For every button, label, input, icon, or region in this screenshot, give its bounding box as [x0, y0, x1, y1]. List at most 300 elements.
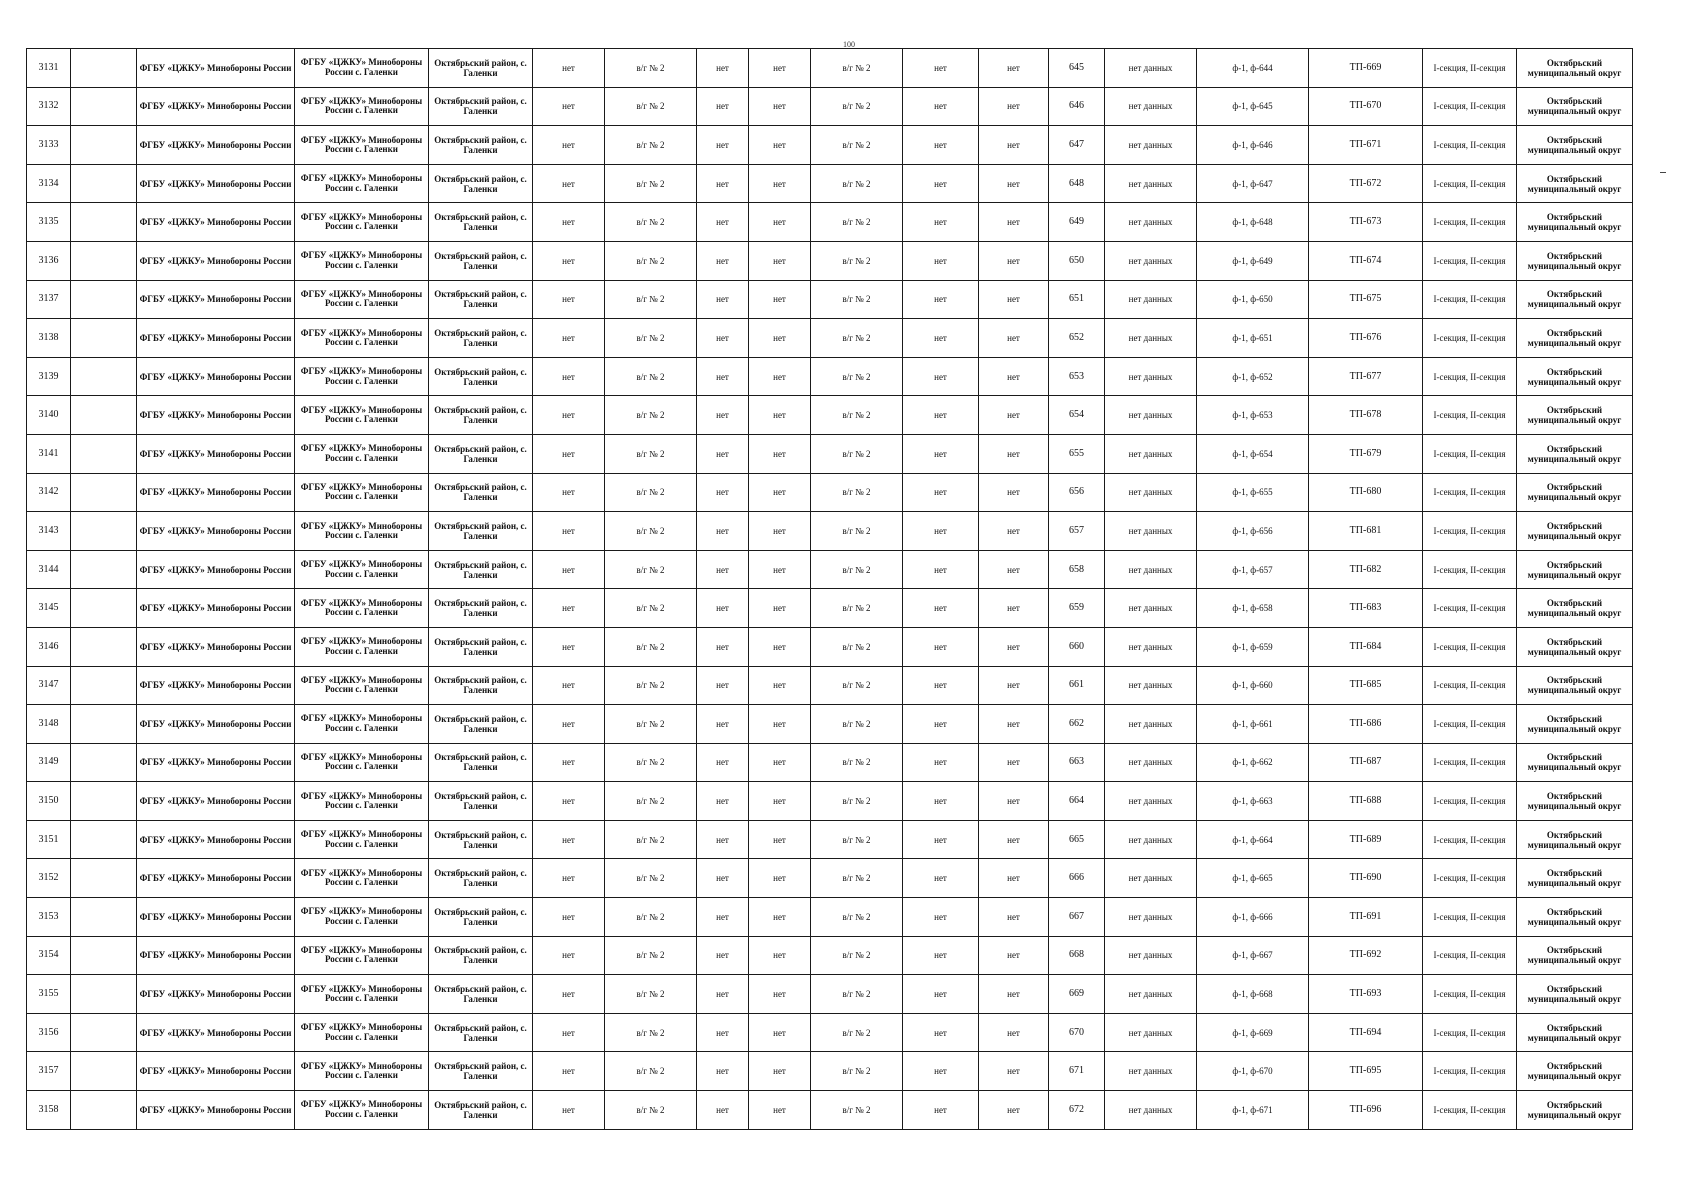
location-cell: Октябрьский район, с. Галенки — [429, 820, 533, 859]
cell-10: нет — [903, 859, 979, 898]
table-row — [27, 241, 1633, 280]
cell-10: нет — [903, 280, 979, 319]
cell-10: нет — [903, 666, 979, 705]
cell-5: нет — [533, 126, 605, 165]
row-number-cell: 3143 — [27, 512, 71, 551]
owner-cell: ФГБУ «ЦЖКУ» Минобороны России — [137, 203, 295, 242]
cell-10: нет — [903, 627, 979, 666]
cell-14: ф-1, ф-661 — [1197, 705, 1309, 744]
cell-16: I-секция, II-секция — [1423, 859, 1517, 898]
table-row — [27, 898, 1633, 937]
location-cell: Октябрьский район, с. Галенки — [429, 589, 533, 628]
cell-12: 649 — [1049, 203, 1105, 242]
cell-8: нет — [749, 550, 811, 589]
cell-5: нет — [533, 396, 605, 435]
cell-6: в/г № 2 — [605, 589, 697, 628]
row-number-cell: 3144 — [27, 550, 71, 589]
cell-16: I-секция, II-секция — [1423, 512, 1517, 551]
table-row — [27, 396, 1633, 435]
empty-cell — [71, 1052, 137, 1091]
cell-12: 653 — [1049, 357, 1105, 396]
district-cell: Октябрьский муниципальный округ — [1517, 975, 1633, 1014]
district-cell: Октябрьский муниципальный округ — [1517, 319, 1633, 358]
location-cell: Октябрьский район, с. Галенки — [429, 357, 533, 396]
owner-cell: ФГБУ «ЦЖКУ» Минобороны России — [137, 1091, 295, 1130]
row-number-cell: 3135 — [27, 203, 71, 242]
cell-14: ф-1, ф-665 — [1197, 859, 1309, 898]
cell-15: ТП-674 — [1309, 241, 1423, 280]
empty-cell — [71, 1013, 137, 1052]
cell-5: нет — [533, 203, 605, 242]
cell-10: нет — [903, 203, 979, 242]
empty-cell — [71, 627, 137, 666]
empty-cell — [71, 820, 137, 859]
district-cell: Октябрьский муниципальный округ — [1517, 589, 1633, 628]
table-row — [27, 589, 1633, 628]
cell-14: ф-1, ф-662 — [1197, 743, 1309, 782]
cell-12: 650 — [1049, 241, 1105, 280]
cell-7: нет — [697, 627, 749, 666]
cell-7: нет — [697, 164, 749, 203]
cell-6: в/г № 2 — [605, 550, 697, 589]
cell-13: нет данных — [1105, 319, 1197, 358]
cell-10: нет — [903, 550, 979, 589]
cell-11: нет — [979, 1013, 1049, 1052]
row-number-cell: 3152 — [27, 859, 71, 898]
cell-7: нет — [697, 49, 749, 88]
cell-14: ф-1, ф-671 — [1197, 1091, 1309, 1130]
cell-15: ТП-686 — [1309, 705, 1423, 744]
cell-10: нет — [903, 241, 979, 280]
cell-15: ТП-672 — [1309, 164, 1423, 203]
cell-6: в/г № 2 — [605, 473, 697, 512]
cell-9: в/г № 2 — [811, 705, 903, 744]
district-cell: Октябрьский муниципальный округ — [1517, 1052, 1633, 1091]
cell-7: нет — [697, 126, 749, 165]
cell-5: нет — [533, 550, 605, 589]
cell-15: ТП-673 — [1309, 203, 1423, 242]
holder-cell: ФГБУ «ЦЖКУ» Минобороны России с. Галенки — [295, 743, 429, 782]
cell-11: нет — [979, 666, 1049, 705]
cell-10: нет — [903, 1052, 979, 1091]
cell-5: нет — [533, 589, 605, 628]
owner-cell: ФГБУ «ЦЖКУ» Минобороны России — [137, 434, 295, 473]
cell-8: нет — [749, 126, 811, 165]
registry-table — [26, 48, 1633, 1130]
location-cell: Октябрьский район, с. Галенки — [429, 1052, 533, 1091]
cell-12: 652 — [1049, 319, 1105, 358]
cell-6: в/г № 2 — [605, 434, 697, 473]
empty-cell — [71, 1091, 137, 1130]
cell-14: ф-1, ф-647 — [1197, 164, 1309, 203]
table-row — [27, 473, 1633, 512]
cell-7: нет — [697, 396, 749, 435]
cell-6: в/г № 2 — [605, 666, 697, 705]
cell-16: I-секция, II-секция — [1423, 357, 1517, 396]
cell-5: нет — [533, 1091, 605, 1130]
cell-9: в/г № 2 — [811, 241, 903, 280]
cell-11: нет — [979, 589, 1049, 628]
cell-13: нет данных — [1105, 782, 1197, 821]
row-number-cell: 3156 — [27, 1013, 71, 1052]
cell-10: нет — [903, 164, 979, 203]
cell-9: в/г № 2 — [811, 782, 903, 821]
cell-13: нет данных — [1105, 898, 1197, 937]
cell-9: в/г № 2 — [811, 164, 903, 203]
cell-6: в/г № 2 — [605, 782, 697, 821]
location-cell: Октябрьский район, с. Галенки — [429, 782, 533, 821]
location-cell: Октябрьский район, с. Галенки — [429, 473, 533, 512]
cell-6: в/г № 2 — [605, 87, 697, 126]
cell-14: ф-1, ф-644 — [1197, 49, 1309, 88]
cell-12: 662 — [1049, 705, 1105, 744]
cell-8: нет — [749, 434, 811, 473]
cell-10: нет — [903, 743, 979, 782]
cell-11: нет — [979, 859, 1049, 898]
cell-15: ТП-695 — [1309, 1052, 1423, 1091]
holder-cell: ФГБУ «ЦЖКУ» Минобороны России с. Галенки — [295, 396, 429, 435]
cell-5: нет — [533, 743, 605, 782]
cell-5: нет — [533, 49, 605, 88]
cell-13: нет данных — [1105, 627, 1197, 666]
cell-11: нет — [979, 975, 1049, 1014]
holder-cell: ФГБУ «ЦЖКУ» Минобороны России с. Галенки — [295, 434, 429, 473]
cell-9: в/г № 2 — [811, 126, 903, 165]
owner-cell: ФГБУ «ЦЖКУ» Минобороны России — [137, 550, 295, 589]
cell-9: в/г № 2 — [811, 1052, 903, 1091]
cell-7: нет — [697, 319, 749, 358]
location-cell: Октябрьский район, с. Галенки — [429, 280, 533, 319]
cell-7: нет — [697, 898, 749, 937]
cell-7: нет — [697, 434, 749, 473]
owner-cell: ФГБУ «ЦЖКУ» Минобороны России — [137, 859, 295, 898]
district-cell: Октябрьский муниципальный округ — [1517, 782, 1633, 821]
cell-13: нет данных — [1105, 434, 1197, 473]
cell-14: ф-1, ф-669 — [1197, 1013, 1309, 1052]
cell-14: ф-1, ф-666 — [1197, 898, 1309, 937]
cell-9: в/г № 2 — [811, 512, 903, 551]
row-number-cell: 3133 — [27, 126, 71, 165]
cell-8: нет — [749, 87, 811, 126]
cell-8: нет — [749, 49, 811, 88]
table-body — [27, 49, 1633, 1130]
cell-13: нет данных — [1105, 550, 1197, 589]
cell-11: нет — [979, 820, 1049, 859]
district-cell: Октябрьский муниципальный округ — [1517, 49, 1633, 88]
cell-13: нет данных — [1105, 396, 1197, 435]
empty-cell — [71, 743, 137, 782]
location-cell: Октябрьский район, с. Галенки — [429, 1013, 533, 1052]
cell-14: ф-1, ф-659 — [1197, 627, 1309, 666]
table-row — [27, 782, 1633, 821]
cell-13: нет данных — [1105, 589, 1197, 628]
cell-5: нет — [533, 280, 605, 319]
owner-cell: ФГБУ «ЦЖКУ» Минобороны России — [137, 936, 295, 975]
cell-5: нет — [533, 898, 605, 937]
cell-16: I-секция, II-секция — [1423, 627, 1517, 666]
district-cell: Октябрьский муниципальный округ — [1517, 203, 1633, 242]
row-number-cell: 3132 — [27, 87, 71, 126]
district-cell: Октябрьский муниципальный округ — [1517, 936, 1633, 975]
cell-13: нет данных — [1105, 512, 1197, 551]
cell-6: в/г № 2 — [605, 357, 697, 396]
empty-cell — [71, 319, 137, 358]
empty-cell — [71, 473, 137, 512]
location-cell: Октябрьский район, с. Галенки — [429, 975, 533, 1014]
cell-10: нет — [903, 705, 979, 744]
location-cell: Октябрьский район, с. Галенки — [429, 859, 533, 898]
cell-8: нет — [749, 705, 811, 744]
cell-15: ТП-696 — [1309, 1091, 1423, 1130]
location-cell: Октябрьский район, с. Галенки — [429, 396, 533, 435]
cell-9: в/г № 2 — [811, 820, 903, 859]
cell-16: I-секция, II-секция — [1423, 164, 1517, 203]
district-cell: Октябрьский муниципальный округ — [1517, 396, 1633, 435]
cell-10: нет — [903, 512, 979, 551]
cell-7: нет — [697, 241, 749, 280]
cell-6: в/г № 2 — [605, 743, 697, 782]
cell-15: ТП-678 — [1309, 396, 1423, 435]
cell-8: нет — [749, 820, 811, 859]
empty-cell — [71, 589, 137, 628]
row-number-cell: 3142 — [27, 473, 71, 512]
cell-13: нет данных — [1105, 1052, 1197, 1091]
row-number-cell: 3146 — [27, 627, 71, 666]
scan-mark — [1660, 172, 1666, 173]
cell-11: нет — [979, 627, 1049, 666]
cell-6: в/г № 2 — [605, 859, 697, 898]
cell-9: в/г № 2 — [811, 1013, 903, 1052]
cell-9: в/г № 2 — [811, 589, 903, 628]
cell-12: 645 — [1049, 49, 1105, 88]
cell-16: I-секция, II-секция — [1423, 126, 1517, 165]
cell-8: нет — [749, 396, 811, 435]
empty-cell — [71, 898, 137, 937]
cell-10: нет — [903, 49, 979, 88]
cell-15: ТП-681 — [1309, 512, 1423, 551]
cell-13: нет данных — [1105, 241, 1197, 280]
cell-9: в/г № 2 — [811, 550, 903, 589]
cell-11: нет — [979, 512, 1049, 551]
district-cell: Октябрьский муниципальный округ — [1517, 666, 1633, 705]
empty-cell — [71, 126, 137, 165]
cell-12: 651 — [1049, 280, 1105, 319]
holder-cell: ФГБУ «ЦЖКУ» Минобороны России с. Галенки — [295, 280, 429, 319]
location-cell: Октябрьский район, с. Галенки — [429, 126, 533, 165]
location-cell: Октябрьский район, с. Галенки — [429, 627, 533, 666]
cell-12: 666 — [1049, 859, 1105, 898]
cell-8: нет — [749, 859, 811, 898]
cell-6: в/г № 2 — [605, 319, 697, 358]
cell-13: нет данных — [1105, 203, 1197, 242]
owner-cell: ФГБУ «ЦЖКУ» Минобороны России — [137, 280, 295, 319]
location-cell: Октябрьский район, с. Галенки — [429, 743, 533, 782]
row-number-cell: 3138 — [27, 319, 71, 358]
cell-16: I-секция, II-секция — [1423, 434, 1517, 473]
district-cell: Октябрьский муниципальный округ — [1517, 434, 1633, 473]
cell-15: ТП-692 — [1309, 936, 1423, 975]
cell-11: нет — [979, 319, 1049, 358]
location-cell: Октябрьский район, с. Галенки — [429, 319, 533, 358]
cell-15: ТП-693 — [1309, 975, 1423, 1014]
cell-13: нет данных — [1105, 705, 1197, 744]
cell-12: 659 — [1049, 589, 1105, 628]
row-number-cell: 3134 — [27, 164, 71, 203]
cell-9: в/г № 2 — [811, 87, 903, 126]
cell-13: нет данных — [1105, 936, 1197, 975]
empty-cell — [71, 241, 137, 280]
owner-cell: ФГБУ «ЦЖКУ» Минобороны России — [137, 1052, 295, 1091]
cell-12: 660 — [1049, 627, 1105, 666]
district-cell: Октябрьский муниципальный округ — [1517, 512, 1633, 551]
cell-12: 656 — [1049, 473, 1105, 512]
table-row — [27, 1013, 1633, 1052]
cell-8: нет — [749, 241, 811, 280]
cell-15: ТП-670 — [1309, 87, 1423, 126]
cell-5: нет — [533, 241, 605, 280]
empty-cell — [71, 782, 137, 821]
empty-cell — [71, 87, 137, 126]
cell-12: 663 — [1049, 743, 1105, 782]
cell-11: нет — [979, 705, 1049, 744]
cell-11: нет — [979, 241, 1049, 280]
cell-8: нет — [749, 357, 811, 396]
cell-6: в/г № 2 — [605, 1013, 697, 1052]
holder-cell: ФГБУ «ЦЖКУ» Минобороны России с. Галенки — [295, 589, 429, 628]
holder-cell: ФГБУ «ЦЖКУ» Минобороны России с. Галенки — [295, 936, 429, 975]
holder-cell: ФГБУ «ЦЖКУ» Минобороны России с. Галенки — [295, 87, 429, 126]
cell-11: нет — [979, 396, 1049, 435]
cell-13: нет данных — [1105, 473, 1197, 512]
row-number-cell: 3157 — [27, 1052, 71, 1091]
cell-14: ф-1, ф-667 — [1197, 936, 1309, 975]
cell-15: ТП-676 — [1309, 319, 1423, 358]
table-row — [27, 164, 1633, 203]
cell-6: в/г № 2 — [605, 203, 697, 242]
cell-9: в/г № 2 — [811, 396, 903, 435]
cell-11: нет — [979, 280, 1049, 319]
cell-12: 647 — [1049, 126, 1105, 165]
cell-12: 664 — [1049, 782, 1105, 821]
cell-10: нет — [903, 126, 979, 165]
empty-cell — [71, 164, 137, 203]
owner-cell: ФГБУ «ЦЖКУ» Минобороны России — [137, 782, 295, 821]
cell-14: ф-1, ф-668 — [1197, 975, 1309, 1014]
cell-7: нет — [697, 705, 749, 744]
holder-cell: ФГБУ «ЦЖКУ» Минобороны России с. Галенки — [295, 203, 429, 242]
table-row — [27, 357, 1633, 396]
row-number-cell: 3158 — [27, 1091, 71, 1130]
cell-10: нет — [903, 898, 979, 937]
cell-16: I-секция, II-секция — [1423, 666, 1517, 705]
owner-cell: ФГБУ «ЦЖКУ» Минобороны России — [137, 743, 295, 782]
cell-16: I-секция, II-секция — [1423, 589, 1517, 628]
cell-11: нет — [979, 782, 1049, 821]
district-cell: Октябрьский муниципальный округ — [1517, 859, 1633, 898]
location-cell: Октябрьский район, с. Галенки — [429, 898, 533, 937]
cell-16: I-секция, II-секция — [1423, 203, 1517, 242]
cell-16: I-секция, II-секция — [1423, 319, 1517, 358]
cell-11: нет — [979, 743, 1049, 782]
cell-9: в/г № 2 — [811, 1091, 903, 1130]
holder-cell: ФГБУ «ЦЖКУ» Минобороны России с. Галенки — [295, 1052, 429, 1091]
cell-16: I-секция, II-секция — [1423, 898, 1517, 937]
cell-13: нет данных — [1105, 1013, 1197, 1052]
owner-cell: ФГБУ «ЦЖКУ» Минобороны России — [137, 49, 295, 88]
cell-9: в/г № 2 — [811, 743, 903, 782]
cell-15: ТП-687 — [1309, 743, 1423, 782]
table-row — [27, 49, 1633, 88]
cell-7: нет — [697, 743, 749, 782]
cell-13: нет данных — [1105, 280, 1197, 319]
cell-12: 671 — [1049, 1052, 1105, 1091]
district-cell: Октябрьский муниципальный округ — [1517, 164, 1633, 203]
cell-8: нет — [749, 898, 811, 937]
cell-8: нет — [749, 589, 811, 628]
cell-16: I-секция, II-секция — [1423, 1052, 1517, 1091]
table-row — [27, 319, 1633, 358]
owner-cell: ФГБУ «ЦЖКУ» Минобороны России — [137, 512, 295, 551]
cell-16: I-секция, II-секция — [1423, 87, 1517, 126]
cell-6: в/г № 2 — [605, 241, 697, 280]
cell-16: I-секция, II-секция — [1423, 743, 1517, 782]
cell-5: нет — [533, 627, 605, 666]
empty-cell — [71, 975, 137, 1014]
cell-9: в/г № 2 — [811, 357, 903, 396]
cell-10: нет — [903, 357, 979, 396]
cell-12: 658 — [1049, 550, 1105, 589]
cell-8: нет — [749, 1091, 811, 1130]
empty-cell — [71, 550, 137, 589]
owner-cell: ФГБУ «ЦЖКУ» Минобороны России — [137, 126, 295, 165]
holder-cell: ФГБУ «ЦЖКУ» Минобороны России с. Галенки — [295, 126, 429, 165]
cell-14: ф-1, ф-653 — [1197, 396, 1309, 435]
cell-7: нет — [697, 820, 749, 859]
cell-7: нет — [697, 357, 749, 396]
cell-8: нет — [749, 473, 811, 512]
cell-14: ф-1, ф-646 — [1197, 126, 1309, 165]
owner-cell: ФГБУ «ЦЖКУ» Минобороны России — [137, 589, 295, 628]
cell-12: 655 — [1049, 434, 1105, 473]
owner-cell: ФГБУ «ЦЖКУ» Минобороны России — [137, 820, 295, 859]
owner-cell: ФГБУ «ЦЖКУ» Минобороны России — [137, 627, 295, 666]
cell-5: нет — [533, 666, 605, 705]
cell-9: в/г № 2 — [811, 627, 903, 666]
cell-5: нет — [533, 975, 605, 1014]
cell-11: нет — [979, 164, 1049, 203]
cell-8: нет — [749, 512, 811, 551]
district-cell: Октябрьский муниципальный округ — [1517, 898, 1633, 937]
cell-10: нет — [903, 396, 979, 435]
cell-8: нет — [749, 280, 811, 319]
row-number-cell: 3151 — [27, 820, 71, 859]
cell-6: в/г № 2 — [605, 820, 697, 859]
row-number-cell: 3136 — [27, 241, 71, 280]
row-number-cell: 3139 — [27, 357, 71, 396]
owner-cell: ФГБУ «ЦЖКУ» Минобороны России — [137, 705, 295, 744]
empty-cell — [71, 512, 137, 551]
district-cell: Октябрьский муниципальный округ — [1517, 357, 1633, 396]
cell-16: I-секция, II-секция — [1423, 1013, 1517, 1052]
holder-cell: ФГБУ «ЦЖКУ» Минобороны России с. Галенки — [295, 512, 429, 551]
cell-11: нет — [979, 87, 1049, 126]
cell-8: нет — [749, 975, 811, 1014]
location-cell: Октябрьский район, с. Галенки — [429, 87, 533, 126]
cell-5: нет — [533, 434, 605, 473]
owner-cell: ФГБУ «ЦЖКУ» Минобороны России — [137, 396, 295, 435]
table-row — [27, 126, 1633, 165]
cell-14: ф-1, ф-670 — [1197, 1052, 1309, 1091]
